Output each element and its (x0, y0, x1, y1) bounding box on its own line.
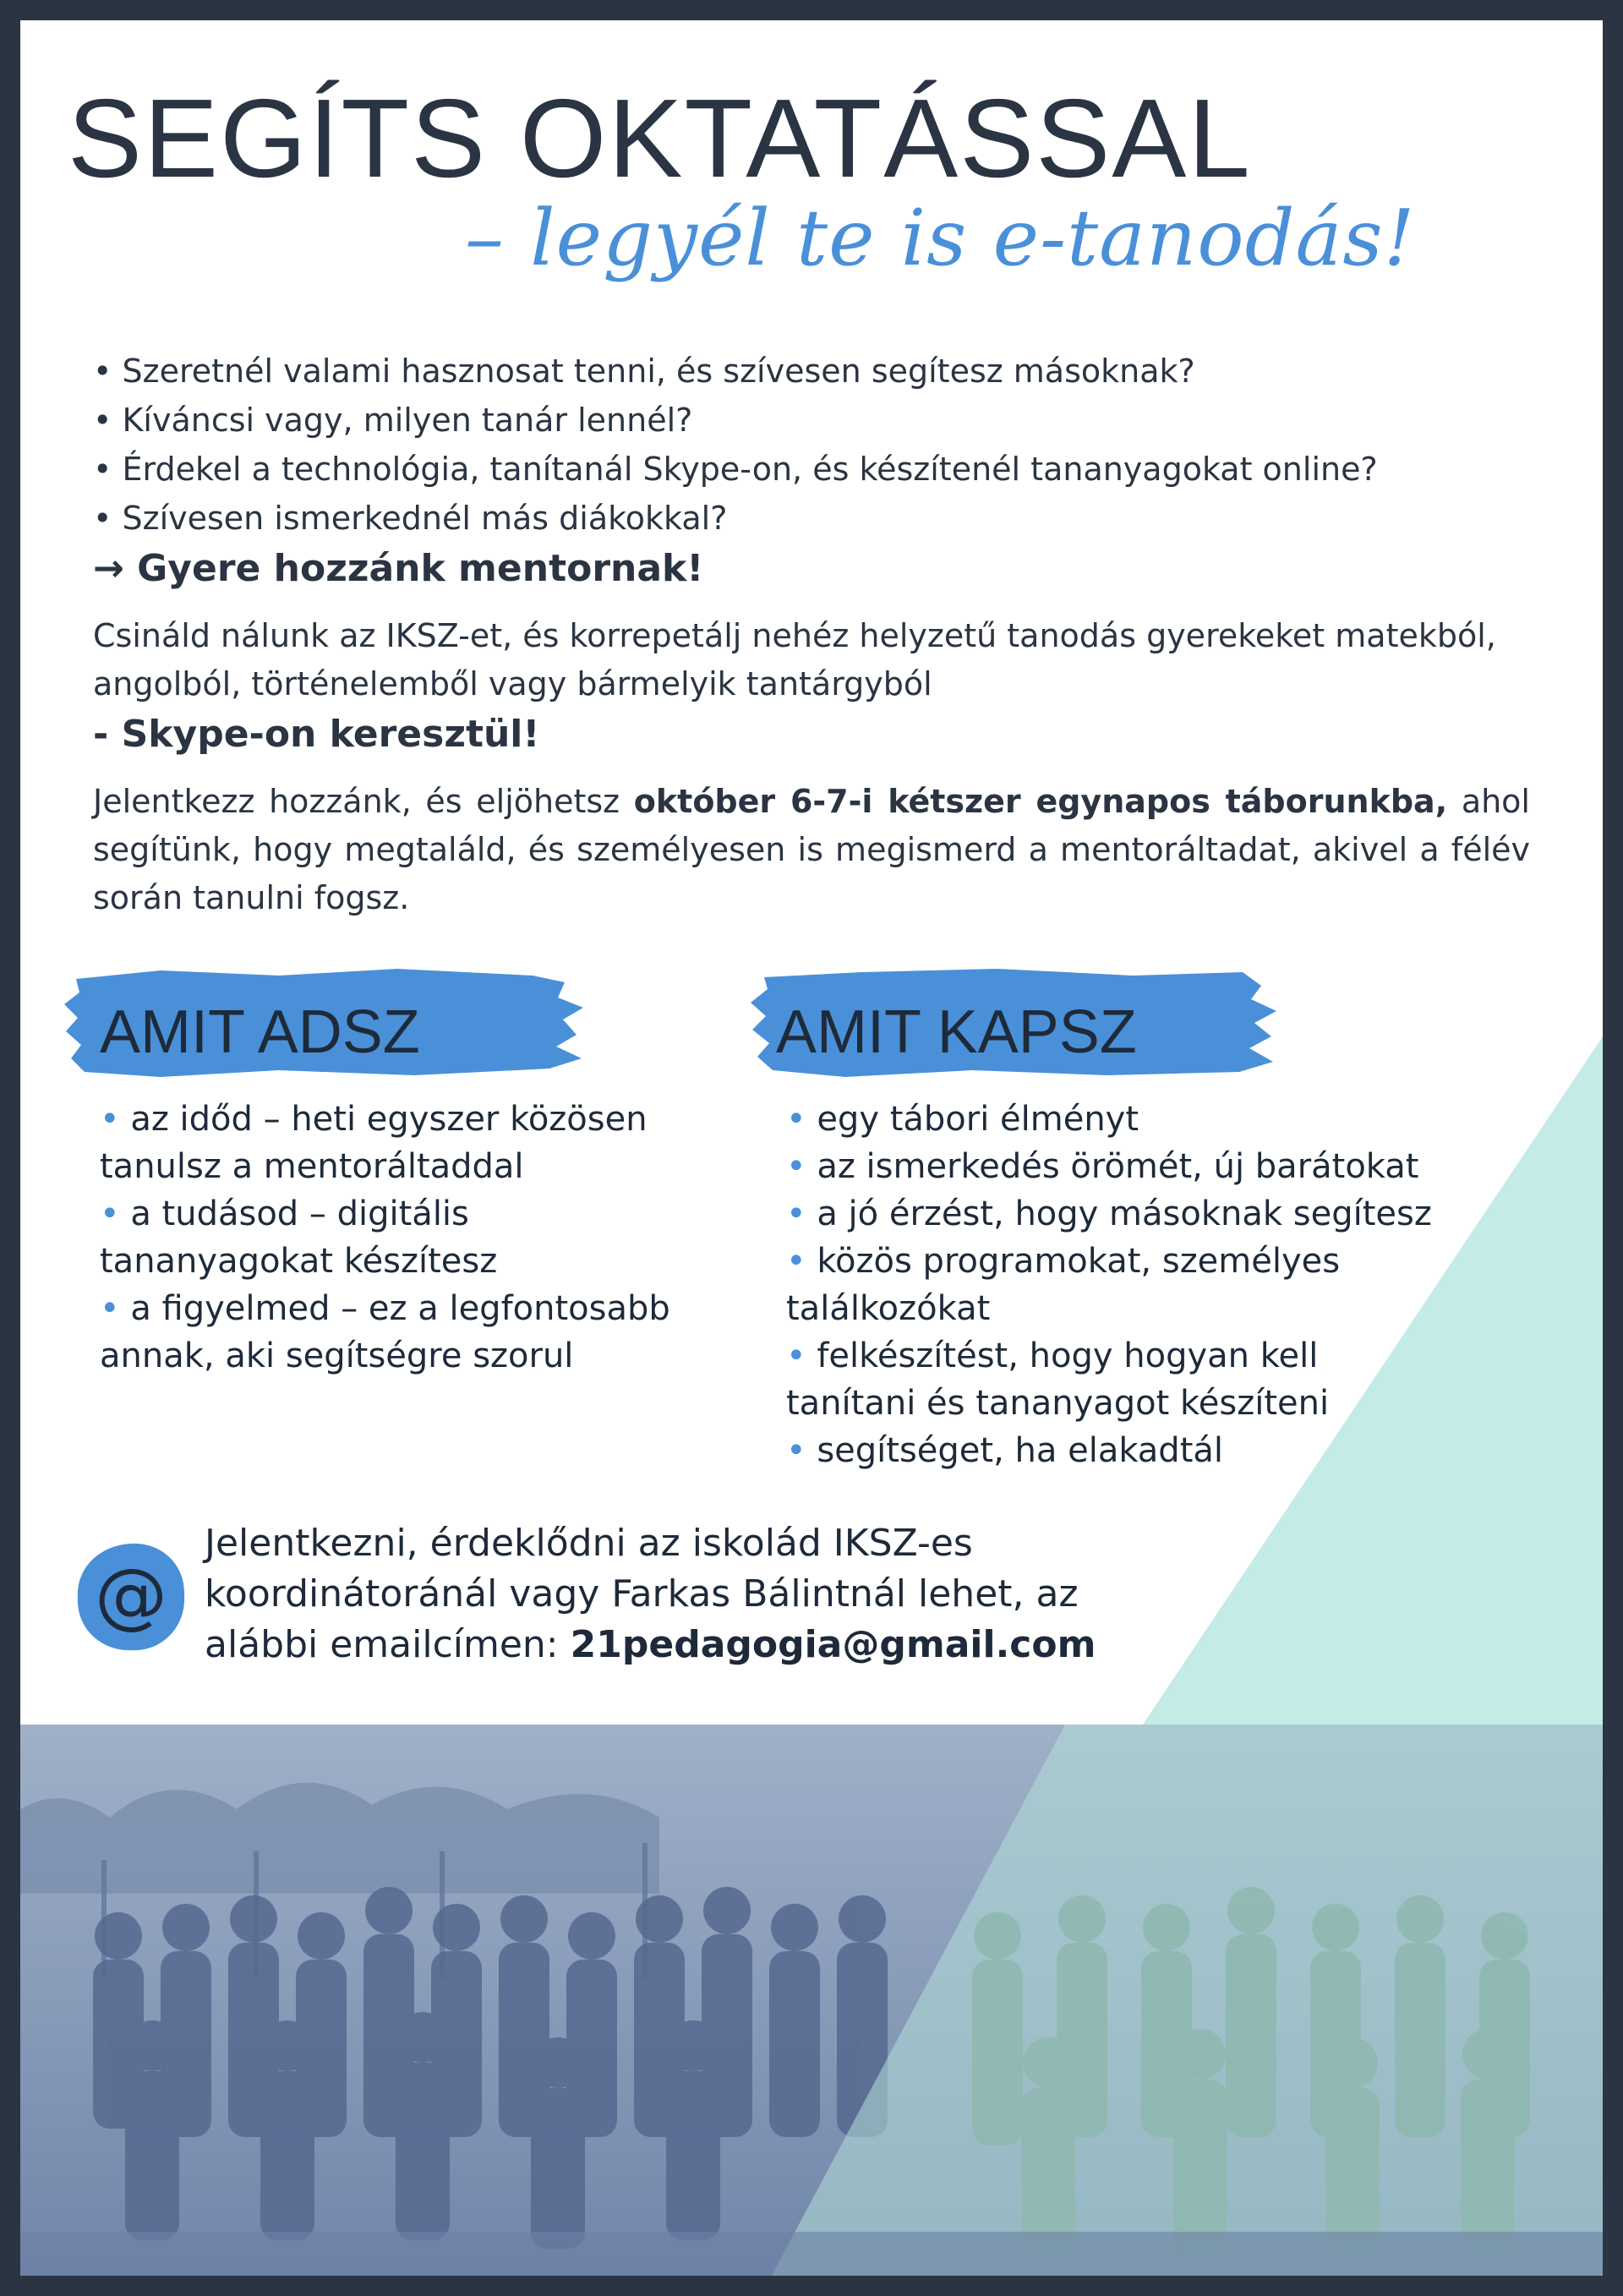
give-item: • az időd – heti egyszer közösen tanulsz a mentoráltaddal (100, 1096, 691, 1190)
contact-email[interactable]: 21pedagogia@gmail.com (570, 1623, 1096, 1666)
question-item: • Kíváncsi vagy, milyen tanár lennél? (93, 396, 1530, 445)
question-item: • Érdekel a technológia, tanítanál Skype-on, és készítenél tananyagokat online? (93, 445, 1530, 494)
paragraph-2-start: Jelentkezz hozzánk, és eljöhetsz (93, 783, 620, 820)
question-item: • Szeretnél valami hasznosat tenni, és szívesen segítesz másoknak? (93, 347, 1530, 396)
get-item: • az ismerkedés örömét, új barátokat (786, 1143, 1437, 1190)
give-item: • a figyelmed – ez a legfontosabb annak, aki segítségre szorul (100, 1285, 691, 1380)
at-sign-icon (73, 1539, 189, 1655)
give-item: • a tudásod – digitális tananyagokat készítesz (100, 1190, 691, 1285)
get-item: • közös programokat, személyes találkozókat (786, 1238, 1437, 1332)
give-list (100, 1096, 691, 1380)
get-item: • egy tábori élményt (786, 1096, 1437, 1143)
call-to-action: → Gyere hozzánk mentornak! (93, 547, 704, 590)
question-list (93, 347, 1530, 543)
page-title: SEGÍTS OKTATÁSSAL (68, 76, 1252, 200)
camp-dates: október 6-7-i kétszer egynapos táborunkba, (633, 783, 1448, 820)
intro-paragraph-1 (93, 612, 1530, 761)
paragraph-2-end: ahol segítünk, hogy megtaláld, és személyesen is megismerd a mentoráltadat, akivel a félév során tanulni fogsz. (93, 783, 1530, 916)
contact-text: Jelentkezni, érdeklődni az iskolád IKSZ-es koordinátoránál vagy Farkas Bálintnál lehet, az alábbi emailcímen: (205, 1522, 1079, 1666)
page-subtitle: – legyél te is e-tanodás! (465, 193, 1416, 283)
at-sign-glyph: @ (95, 1553, 167, 1637)
paragraph-1-strong: - Skype-on keresztül! (93, 713, 540, 756)
get-title: AMIT KAPSZ (776, 998, 1137, 1066)
get-item: • felkészítést, hogy hogyan kell tanítani és tananyagot készíteni (786, 1332, 1437, 1427)
give-list-section (100, 1096, 691, 1380)
get-item: • a jó érzést, hogy másoknak segítesz (786, 1190, 1437, 1238)
get-list (786, 1096, 1437, 1474)
intro-section (93, 347, 1530, 922)
get-list-section (786, 1096, 1437, 1474)
paragraph-1-text: Csináld nálunk az IKSZ-et, és korrepetálj nehéz helyzetű tanodás gyerekeket matekból, angolból, történelemből vagy bármelyik tantárgyból (93, 617, 1496, 702)
give-title: AMIT ADSZ (100, 998, 420, 1066)
group-photo (0, 1725, 1623, 2296)
intro-paragraph-2 (93, 778, 1530, 922)
get-item: • segítséget, ha elakadtál (786, 1427, 1437, 1474)
contact-info (205, 1518, 1185, 1670)
question-item: • Szívesen ismerkednél más diákokkal? (93, 494, 1530, 543)
